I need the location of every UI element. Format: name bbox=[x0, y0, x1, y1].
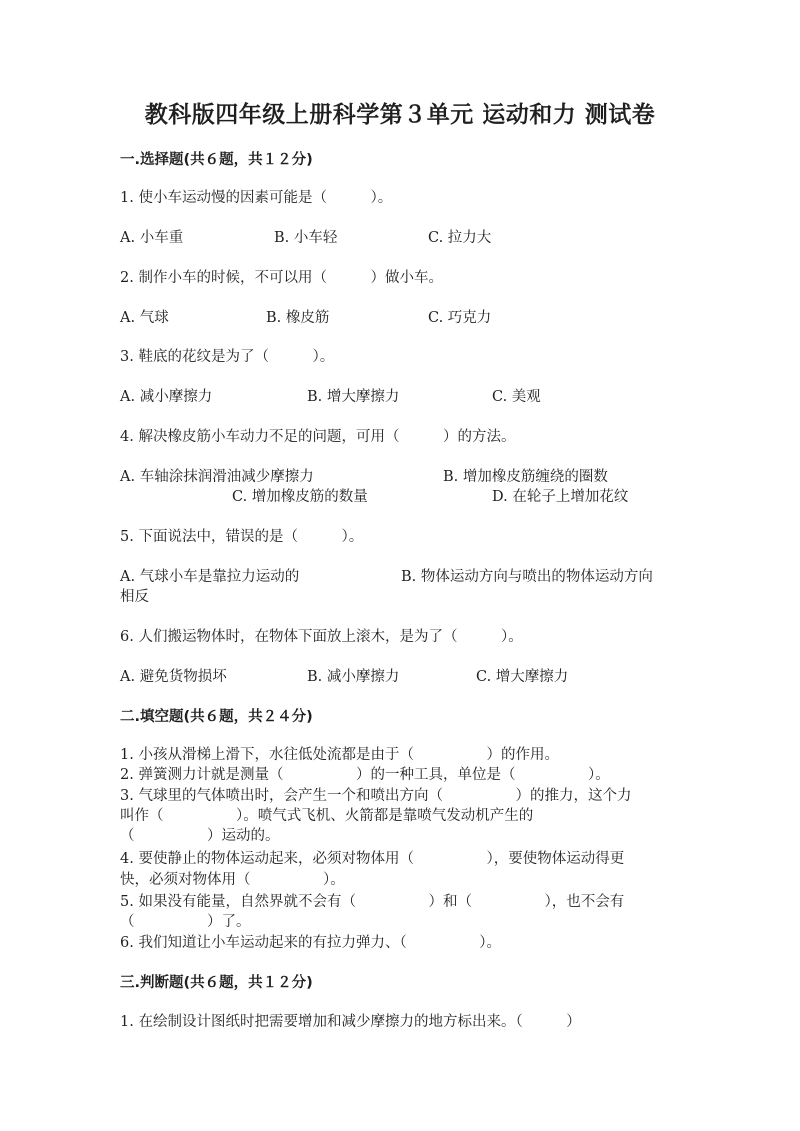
section-heading-choice: 一.选择题(共６题，共１２分) bbox=[120, 152, 313, 168]
option-b: B. 小车轻 bbox=[274, 230, 338, 246]
question-stem: 6. 人们搬运物体时，在物体下面放上滚木，是为了（ ）。 bbox=[120, 629, 523, 645]
question-stem: 4. 解决橡皮筋小车动力不足的问题，可用（ ）的方法。 bbox=[120, 429, 516, 445]
fill-line: 3. 气球里的气体喷出时，会产生一个和喷出方向（ ）的推力，这个力 bbox=[120, 788, 632, 804]
fill-line: 6. 我们知道让小车运动起来的有拉力弹力、（ ）。 bbox=[120, 935, 501, 951]
option-a: A. 车轴涂抹润滑油减少摩擦力 bbox=[120, 469, 314, 485]
option-b: B. 物体运动方向与喷出的物体运动方向 bbox=[401, 569, 653, 585]
option-continuation: 相反 bbox=[120, 589, 149, 605]
option-c: C. 增大摩擦力 bbox=[476, 669, 569, 685]
option-a: A. 减小摩擦力 bbox=[120, 389, 213, 405]
option-a: A. 小车重 bbox=[120, 230, 184, 246]
option-b: B. 增加橡皮筋缠绕的圈数 bbox=[443, 469, 608, 485]
question-stem: 1. 使小车运动慢的因素可能是（ ）。 bbox=[120, 190, 393, 206]
fill-line: （ ）了。 bbox=[120, 914, 251, 930]
fill-line: 快，必须对物体用（ ）。 bbox=[120, 872, 345, 888]
section-heading-fill: 二.填空题(共６题，共２４分) bbox=[120, 709, 313, 725]
option-c: C. 美观 bbox=[492, 389, 541, 405]
option-c: C. 巧克力 bbox=[428, 310, 492, 326]
fill-line: （ ）运动的。 bbox=[120, 828, 280, 844]
option-b: B. 减小摩擦力 bbox=[307, 669, 400, 685]
judge-line: 1. 在绘制设计图纸时把需要增加和减少摩擦力的地方标出来。（ ） bbox=[120, 1014, 581, 1030]
option-d: D. 在轮子上增加花纹 bbox=[492, 489, 629, 505]
section-heading-judge: 三.判断题(共６题，共１２分) bbox=[120, 975, 313, 991]
option-b: B. 橡皮筋 bbox=[266, 310, 330, 326]
option-c: C. 增加橡皮筋的数量 bbox=[232, 489, 368, 505]
fill-line: 4. 要使静止的物体运动起来，必须对物体用（ ），要使物体运动得更 bbox=[120, 851, 625, 867]
fill-line: 1. 小孩从滑梯上滑下，水往低处流都是由于（ ）的作用。 bbox=[120, 747, 559, 763]
page-title: 教科版四年级上册科学第３单元 运动和力 测试卷 bbox=[144, 101, 656, 128]
question-stem: 2. 制作小车的时候，不可以用（ ）做小车。 bbox=[120, 270, 443, 286]
fill-line: 2. 弹簧测力计就是测量（ ）的一种工具，单位是（ ）。 bbox=[120, 767, 610, 783]
option-a: A. 避免货物损坏 bbox=[120, 669, 227, 685]
option-b: B. 增大摩擦力 bbox=[307, 389, 400, 405]
option-a: A. 气球 bbox=[120, 310, 169, 326]
question-stem: 3. 鞋底的花纹是为了（ ）。 bbox=[120, 349, 335, 365]
option-a: A. 气球小车是靠拉力运动的 bbox=[120, 569, 300, 585]
fill-line: 5. 如果没有能量，自然界就不会有（ ）和（ ），也不会有 bbox=[120, 894, 625, 910]
question-stem: 5. 下面说法中，错误的是（ ）。 bbox=[120, 529, 364, 545]
option-c: C. 拉力大 bbox=[428, 230, 492, 246]
fill-line: 叫作（ ）。喷气式飞机、火箭都是靠喷气发动机产生的 bbox=[120, 808, 534, 824]
